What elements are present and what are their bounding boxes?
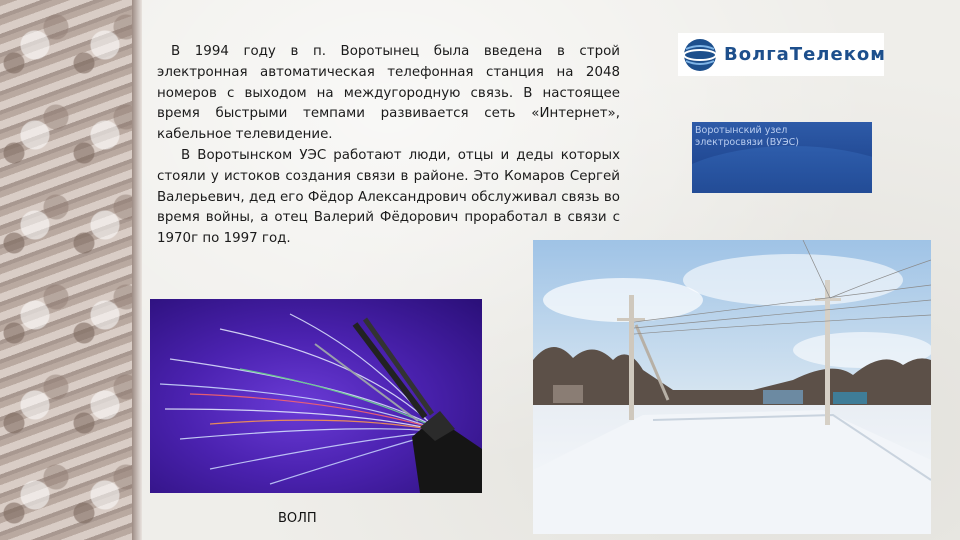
fiber-photo-caption: ВОЛП [278, 511, 317, 526]
logo-text: ВолгаТелеком [724, 44, 886, 65]
banner-arc [692, 146, 872, 193]
banner-text: Воротынский узел электросвязи (ВУЭС) [695, 125, 800, 148]
ornamental-border-edge [132, 0, 142, 540]
ues-banner [692, 122, 872, 193]
winter-village-photo [533, 240, 931, 534]
paragraph-1: В 1994 году в п. Воротынец была введена в строй электронная автоматическая телефонная станция на 2048 номеров с выходом на междугородную связь. В настоящее время быстрыми темпами развивается сеть «Интернет», кабельное телевидение. [157, 44, 620, 143]
body-text [157, 42, 620, 250]
paragraph-2: В Воротынском УЭС работают люди, отцы и деды которых стояли у истоков создания связи в районе. Это Комаров Сергей Валерьевич, дед его Фёдор Александрович обслуживал связь во время войны, а отец Валерий Фёдорович проработал в связи с 1970г по 1997 год. [157, 147, 620, 247]
fiber-optic-cable-photo [150, 299, 482, 493]
globe-icon [680, 35, 720, 75]
volgatelecom-logo [678, 33, 884, 76]
ornamental-border [0, 0, 138, 540]
